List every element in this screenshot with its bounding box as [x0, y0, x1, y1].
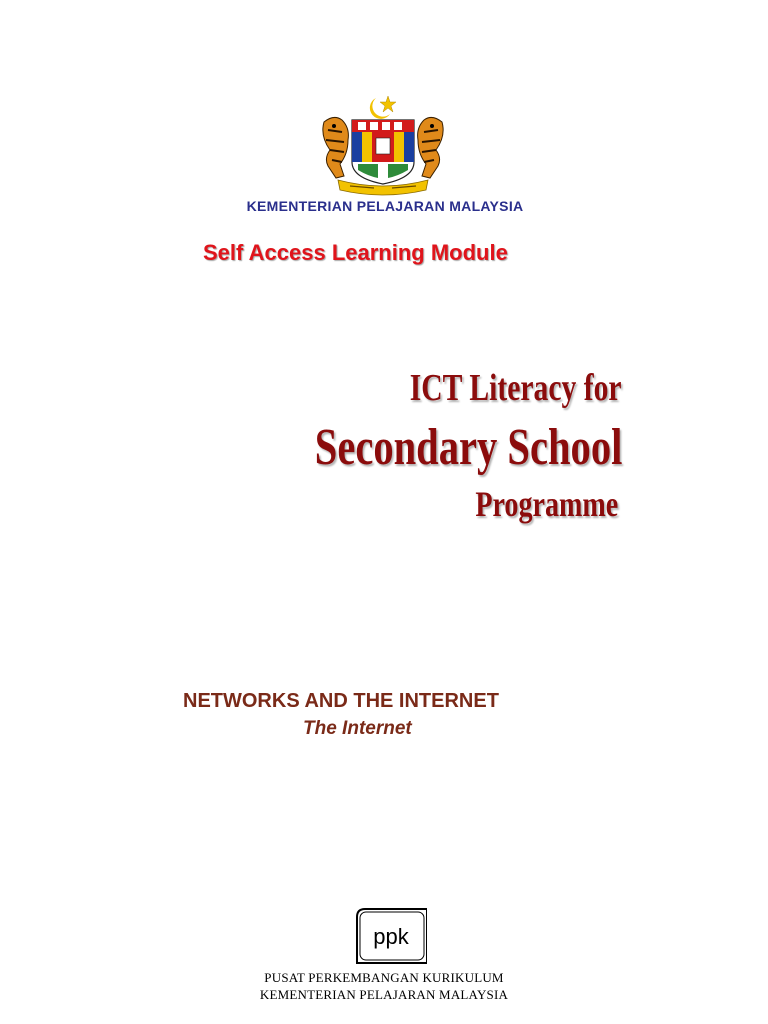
subtopic-heading: The Internet — [303, 718, 412, 739]
module-label: Self Access Learning Module — [203, 240, 508, 265]
title-line-2: Secondary School — [314, 419, 622, 476]
ppk-logo-icon — [355, 907, 427, 965]
footer-line-2: KEMENTERIAN PELAJARAN MALAYSIA — [259, 987, 509, 1002]
title-line-3: Programme — [475, 484, 618, 524]
ppk-logo-text: ppk — [373, 924, 409, 949]
footer-line-1: PUSAT PERKEMBANGAN KURIKULUM — [264, 970, 504, 985]
coat-of-arms-icon — [318, 92, 448, 196]
title-line-1: ICT Literacy for — [410, 367, 622, 409]
ministry-name: KEMENTERIAN PELAJARAN MALAYSIA — [246, 198, 524, 214]
topic-heading: NETWORKS AND THE INTERNET — [183, 690, 499, 712]
